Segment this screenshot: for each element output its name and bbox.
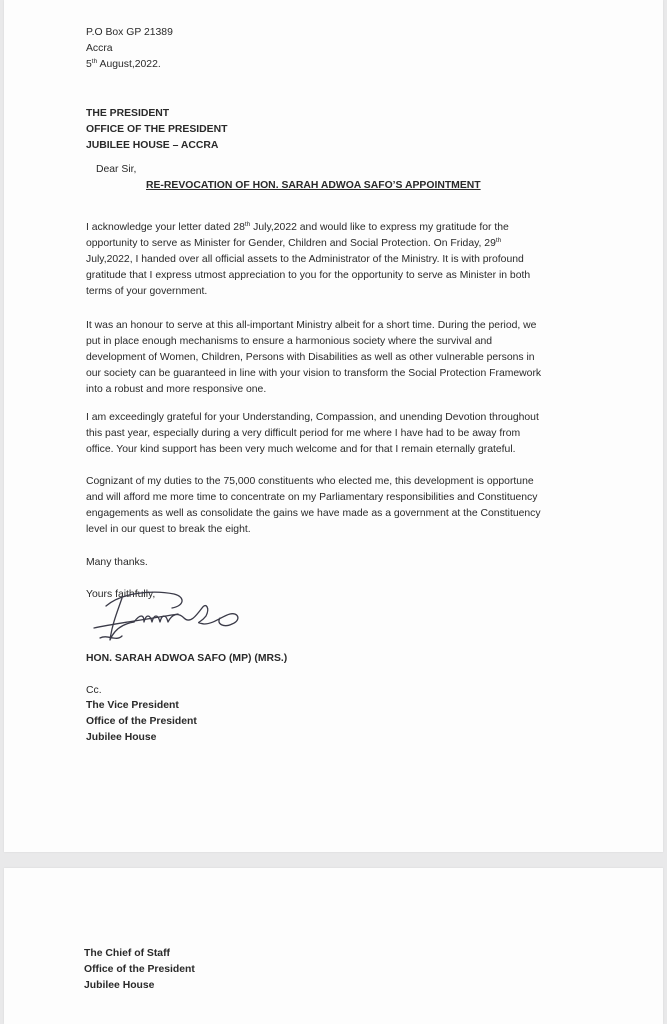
paragraph-1-line: July,2022, I handed over all official assets to the Administrator of the Ministry. It is with profound: [86, 254, 524, 265]
sender-city: Accra: [86, 43, 113, 54]
letter-date: 5th August,2022.: [86, 58, 161, 70]
letter-page-1: [4, 0, 663, 852]
paragraph-2-line: development of Women, Children, Persons with Disabilities as well as other vulnerable persons in: [86, 352, 535, 363]
cc-line-2: Office of the President: [86, 716, 197, 727]
paragraph-1: [86, 220, 596, 300]
paragraph-2: [86, 318, 596, 398]
paragraph-3-line: this past year, especially during a very difficult period for me where I have had to be away from: [86, 428, 521, 439]
recipient-line-1: THE PRESIDENT: [86, 108, 170, 119]
paragraph-3-line: office. Your kind support has been very much welcome and for that I remain eternally grateful.: [86, 444, 516, 455]
page-2-cc-block: [84, 946, 195, 994]
cc-block: [86, 698, 197, 746]
paragraph-4-line: level in our quest to break the eight.: [86, 524, 251, 535]
paragraph-4: [86, 474, 596, 538]
paragraph-4-line: and will afford me more time to concentrate on my Parliamentary responsibilities and Constituency: [86, 492, 538, 503]
paragraph-4-line: Cognizant of my duties to the 75,000 constituents who elected me, this development is opportune: [86, 476, 534, 487]
paragraph-2-line: put in place enough mechanisms to ensure a harmonious society where the survival and: [86, 336, 493, 347]
recipient-line-3: JUBILEE HOUSE – ACCRA: [86, 140, 219, 151]
cc-label: Cc.: [86, 685, 102, 696]
closing-thanks: Many thanks.: [86, 557, 148, 568]
page-2-cc-line-1: The Chief of Staff: [84, 948, 171, 959]
subject-line: RE-REVOCATION OF HON. SARAH ADWOA SAFO’S APPOINTMENT: [146, 180, 481, 191]
paragraph-1-line: gratitude that I express utmost appreciation to you for the opportunity to serve as Minister in both: [86, 270, 531, 281]
salutation: Dear Sir,: [96, 164, 137, 175]
paragraph-3-line: I am exceedingly grateful for your Understanding, Compassion, and unending Devotion throughout: [86, 412, 539, 423]
po-box: P.O Box GP 21389: [86, 27, 173, 38]
paragraph-2-line: into a robust and more responsive one.: [86, 384, 267, 395]
sender-address: [86, 25, 173, 73]
cc-line-3: Jubilee House: [86, 732, 157, 743]
recipient-line-2: OFFICE OF THE PRESIDENT: [86, 124, 228, 135]
paragraph-3: [86, 410, 596, 458]
letter-page-2: [4, 868, 663, 1024]
page-2-cc-line-2: Office of the President: [84, 964, 195, 975]
recipient-address: [86, 106, 227, 154]
signatory-name: HON. SARAH ADWOA SAFO (MP) (MRS.): [86, 653, 288, 664]
paragraph-2-line: our society can be guaranteed in line with your vision to transform the Social Protection Framework: [86, 368, 542, 379]
page-2-cc-line-3: Jubilee House: [84, 980, 155, 991]
paragraph-4-line: engagements as well as consolidate the gains we have made as a government at the Constituency: [86, 508, 541, 519]
valediction: Yours faithfully,: [86, 589, 156, 600]
paragraph-1-line: opportunity to serve as Minister for Gender, Children and Social Protection. On Friday, 29th: [86, 237, 502, 249]
paragraph-2-line: It was an honour to serve at this all-important Ministry albeit for a short time. During the period, we: [86, 320, 537, 331]
cc-line-1: The Vice President: [86, 700, 179, 711]
paragraph-1-line: terms of your government.: [86, 286, 208, 297]
paragraph-1-line: I acknowledge your letter dated 28th July,2022 and would like to express my gratitude for the: [86, 221, 509, 233]
handwritten-signature: [92, 584, 252, 654]
